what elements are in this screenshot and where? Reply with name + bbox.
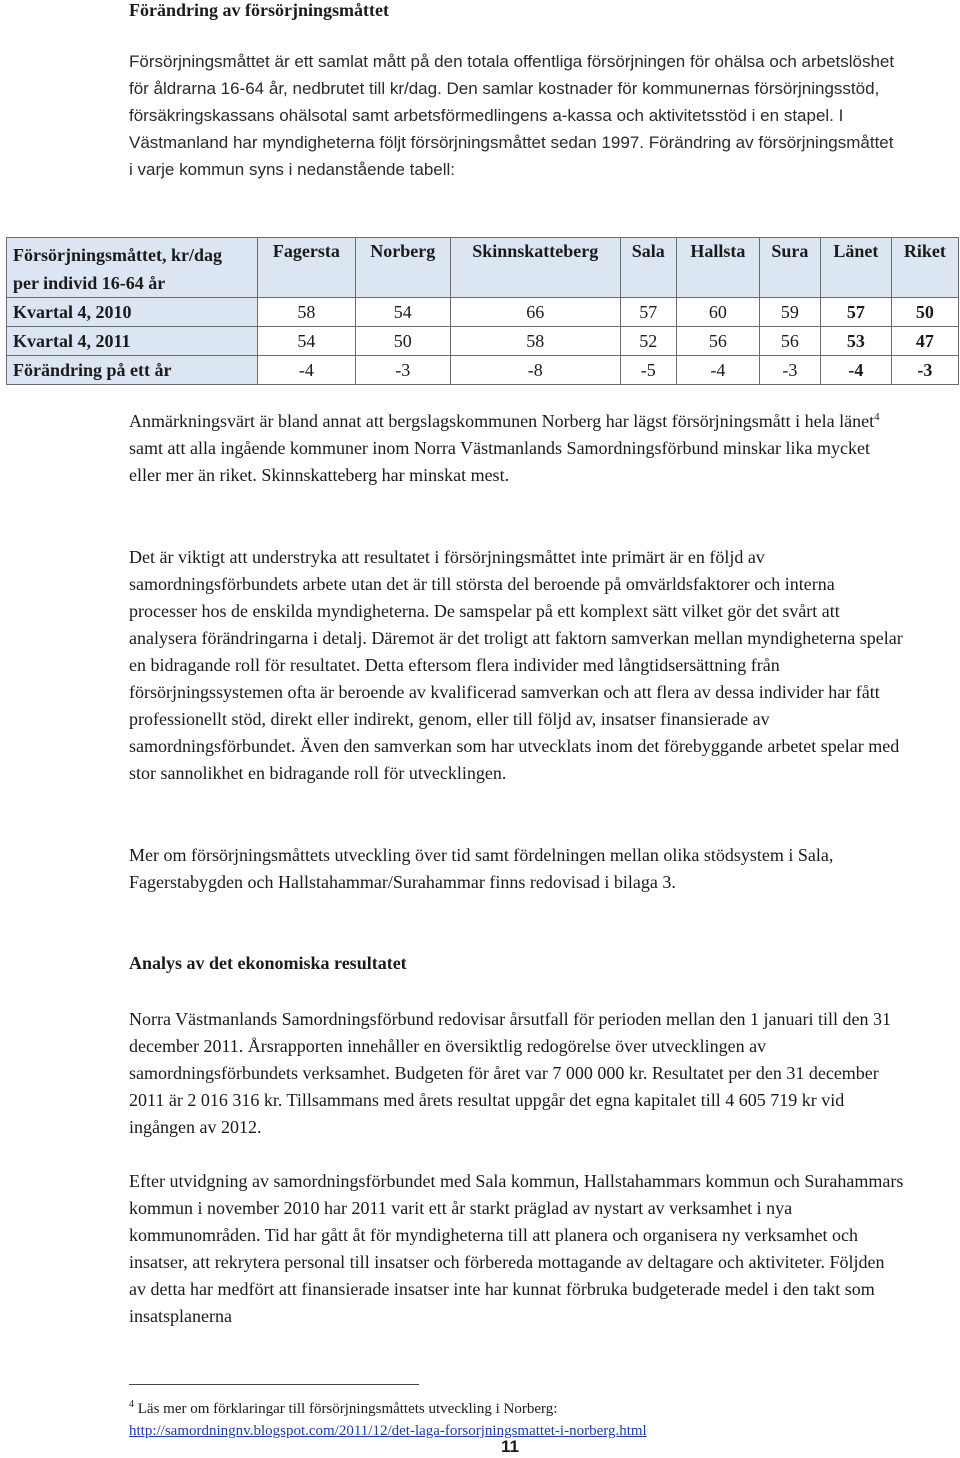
row-label: Kvartal 4, 2011 (7, 327, 258, 356)
footnote-link[interactable]: http://samordningnv.blogspot.com/2011/12/det-laga-forsorjningsmattet-i-norberg.html (129, 1423, 647, 1439)
table-cell: -8 (450, 356, 620, 385)
table-cell: -4 (676, 356, 759, 385)
table-cell: 53 (820, 327, 891, 356)
table-cell: 66 (450, 298, 620, 327)
table-cell: 52 (620, 327, 676, 356)
row-label: Förändring på ett år (7, 356, 258, 385)
table-cell: 57 (820, 298, 891, 327)
table-cell: 59 (759, 298, 820, 327)
table-cell: -3 (355, 356, 450, 385)
column-header: Riket (891, 238, 958, 298)
table-row (7, 327, 959, 356)
column-header: Fagersta (258, 238, 356, 298)
column-header: Sura (759, 238, 820, 298)
footnote-number: 4 (129, 1399, 134, 1410)
remark-paragraph (129, 408, 899, 489)
analysis-paragraph: Det är viktigt att understryka att resultatet i försörjningsmåttet inte primärt är en följd av samordningsförbundets arbete utan det är till största del beroende på omvärldsfaktorer och interna processer hos de enskilda myndigheterna. De samspelar på ett komplext sätt vilket gör det svårt att analysera förändringarna i detalj. Däremot är det troligt att faktorn samverkan mellan myndigheterna spelar en bidragande roll för resultatet. Detta eftersom flera individer med långtidsersättning från försörjningssystemen ofta är beroende av kvalificerad samverkan och att flera av dessa individer har fått professionellt stöd, direkt eller indirekt, genom, eller till följd av, insatser finansierade av samordningsförbundet. Även den samverkan som har utvecklats inom det förebyggande arbetet spelar med stor sannolikhet en bidragande roll för utvecklingen. (129, 547, 903, 783)
column-header: Hallsta (676, 238, 759, 298)
table-cell: 57 (620, 298, 676, 327)
table-row (7, 356, 959, 385)
table-cell: 56 (676, 327, 759, 356)
column-header: Sala (620, 238, 676, 298)
footnote-ref[interactable]: 4 (874, 411, 880, 423)
table-cell: -3 (759, 356, 820, 385)
table-cell: -4 (820, 356, 891, 385)
page-number: 11 (501, 1437, 519, 1456)
remark-text-a: Anmärkningsvärt är bland annat att bergslagskommunen Norberg har lägst försörjningsmått i hela länet (129, 411, 875, 431)
table-header-label: Försörjningsmåttet, kr/dag per individ 16-64 år (7, 238, 258, 298)
column-header: Skinnskatteberg (450, 238, 620, 298)
table-cell: -3 (891, 356, 958, 385)
footnote (129, 1394, 647, 1442)
footnote-divider (129, 1384, 419, 1385)
economics-paragraph-1: Norra Västmanlands Samordningsförbund redovisar årsutfall för perioden mellan den 1 januari till den 31 december 2011. Årsrapporten innehåller en översiktlig redogörelse över utvecklingen av samordningsförbundets verksamhet. Budgeten för året var 7 000 000 kr. Resultatet per den 31 december 2011 är 2 016 316 kr. Tillsammans med årets resultat uppgår det egna kapitalet till 4 605 719 kr vid ingången av 2012. (129, 1009, 891, 1137)
section-title-economics: Analys av det ekonomiska resultatet (129, 953, 407, 973)
row-label: Kvartal 4, 2010 (7, 298, 258, 327)
table-row (7, 298, 959, 327)
table-cell: 58 (450, 327, 620, 356)
economics-paragraph-2: Efter utvidgning av samordningsförbundet med Sala kommun, Hallstahammars kommun och Surahammars kommun i november 2010 har 2011 varit ett år starkt präglad av nystart av verksamhet i nya kommunområden. Tid har gått åt för myndigheterna till att planera och organisera ny verksamhet och insatser, att rekrytera personal till insatser och förbereda mottagande av deltagare och aktiviteter. Följden av detta har medfört att finansierade insatser inte har kunnat förbruka budgeterade medel i den takt som insatsplanerna (129, 1171, 904, 1326)
table-cell: 54 (258, 327, 356, 356)
table-cell: 56 (759, 327, 820, 356)
table-cell: 60 (676, 298, 759, 327)
footnote-text: Läs mer om förklaringar till försörjningsmåttets utveckling i Norberg: (134, 1401, 558, 1417)
table-cell: 58 (258, 298, 356, 327)
section-title: Förändring av försörjningsmåttet (129, 0, 389, 20)
table-cell: 54 (355, 298, 450, 327)
remark-text-b: samt att alla ingående kommuner inom Norra Västmanlands Samordningsförbund minskar lika mycket eller mer än riket. Skinnskatteberg har minskat mest. (129, 438, 871, 485)
table-cell: -5 (620, 356, 676, 385)
table-cell: -4 (258, 356, 356, 385)
table-cell: 50 (355, 327, 450, 356)
column-header: Länet (820, 238, 891, 298)
table-cell: 47 (891, 327, 958, 356)
column-header: Norberg (355, 238, 450, 298)
provision-measure-table (6, 237, 959, 385)
appendix-paragraph: Mer om försörjningsmåttets utveckling över tid samt fördelningen mellan olika stödsystem i Sala, Fagerstabygden och Hallstahammar/Surahammar finns redovisad i bilaga 3. (129, 845, 834, 892)
intro-paragraph: Försörjningsmåttet är ett samlat mått på den totala offentliga försörjningen för ohälsa och arbetslöshet för åldrarna 16-64 år, nedbrutet till kr/dag. Den samlar kostnader för kommunernas försörjningsstöd, försäkringskassans ohälsotal samt arbetsförmedlingens a-kassa och aktivitetsstöd i en stapel. I Västmanland har myndigheterna följt försörjningsmåttet sedan 1997. Förändring av försörjningsmåttet i varje kommun syns i nedanstående tabell: (129, 52, 895, 179)
table-cell: 50 (891, 298, 958, 327)
